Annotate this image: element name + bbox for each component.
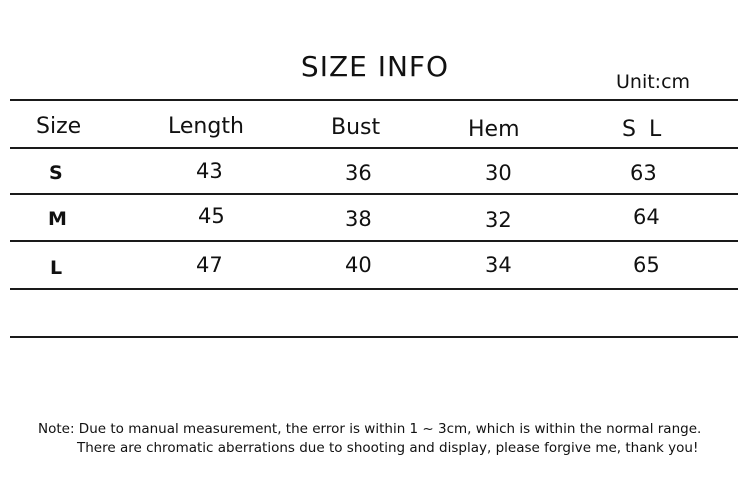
cell-sl: 63: [630, 161, 657, 185]
row-size-label: L: [50, 257, 63, 279]
header-length: Length: [168, 114, 244, 139]
cell-bust: 38: [345, 207, 372, 231]
row-size-label: S: [49, 162, 63, 184]
unit-label: Unit:cm: [616, 71, 691, 93]
table-rule-row-2: [10, 240, 738, 242]
note-line-1: Note: Due to manual measurement, the error is within 1 ~ 3cm, which is within the normal range.: [38, 421, 702, 437]
cell-hem: 32: [485, 208, 512, 232]
header-sl: S L: [622, 117, 665, 142]
table-rule-top: [10, 99, 738, 101]
cell-bust: 36: [345, 161, 372, 185]
header-hem: Hem: [468, 117, 520, 142]
header-bust: Bust: [331, 115, 381, 140]
cell-bust: 40: [345, 253, 372, 277]
cell-sl: 64: [633, 205, 660, 229]
page-title: SIZE INFO: [300, 50, 450, 83]
cell-length: 47: [196, 253, 223, 277]
table-rule-row-1: [10, 193, 738, 195]
table-rule-header: [10, 147, 738, 149]
cell-hem: 34: [485, 253, 512, 277]
cell-hem: 30: [485, 161, 512, 185]
row-size-label: M: [48, 208, 67, 230]
note-line-2: There are chromatic aberrations due to shooting and display, please forgive me, thank you!: [77, 440, 699, 456]
cell-length: 45: [198, 204, 225, 228]
cell-length: 43: [196, 159, 223, 183]
table-rule-row-3: [10, 288, 738, 290]
cell-sl: 65: [633, 253, 660, 277]
table-rule-bottom: [10, 336, 738, 338]
header-size: Size: [36, 114, 82, 139]
